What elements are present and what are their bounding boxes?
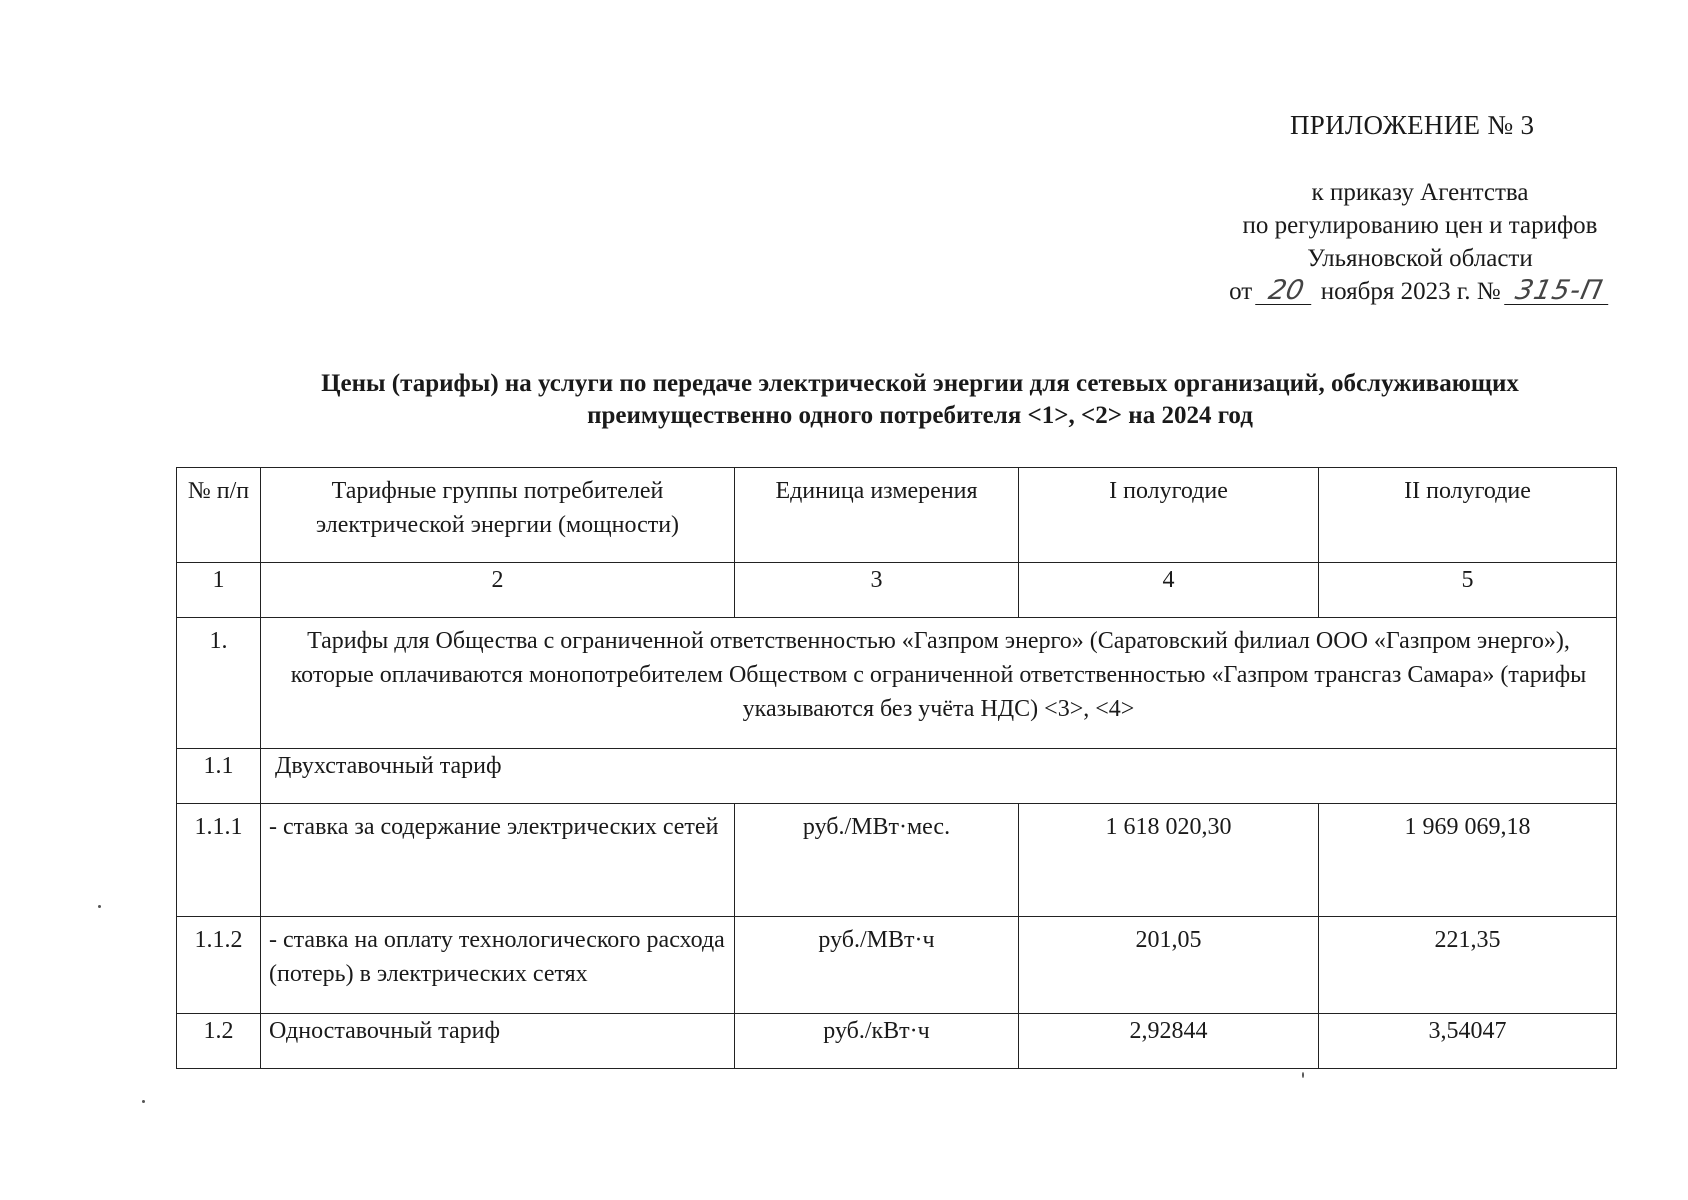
row-label: - ставка на оплату технологического расхода (потерь) в электрических сетях bbox=[261, 917, 735, 1014]
scan-speck bbox=[98, 905, 101, 908]
row-num: 1.1.1 bbox=[177, 804, 261, 917]
order-line-3: Ульяновской области bbox=[1307, 245, 1533, 272]
row-half-1: 1 618 020,30 bbox=[1019, 804, 1319, 917]
col-number-5: 5 bbox=[1319, 563, 1617, 618]
title-line-2: преимущественно одного потребителя <1>, <2> на 2024 год bbox=[587, 402, 1253, 429]
table-row bbox=[177, 1014, 1617, 1069]
order-reference bbox=[1200, 176, 1640, 308]
col-number-2: 2 bbox=[261, 563, 735, 618]
table-row bbox=[177, 917, 1617, 1014]
appendix-title: ПРИЛОЖЕНИЕ № 3 bbox=[1290, 110, 1535, 140]
two-rate-label: Двухставочный тариф bbox=[261, 749, 1617, 804]
row-half-1: 201,05 bbox=[1019, 917, 1319, 1014]
two-rate-num: 1.1 bbox=[177, 749, 261, 804]
tariffs-table bbox=[176, 467, 1617, 1069]
row-label: Одноставочный тариф bbox=[261, 1014, 735, 1069]
col-number-3: 3 bbox=[735, 563, 1019, 618]
scan-speck bbox=[142, 1100, 145, 1103]
document-title bbox=[140, 368, 1688, 432]
row-half-2: 221,35 bbox=[1319, 917, 1617, 1014]
header-half-1: I полугодие bbox=[1019, 468, 1319, 563]
header-half-2: II полугодие bbox=[1319, 468, 1617, 563]
scan-speck bbox=[1302, 1072, 1304, 1078]
order-line-1: к приказу Агентства bbox=[1311, 179, 1529, 206]
title-line-1: Цены (тарифы) на услуги по передаче электрической энергии для сетевых организаций, обслуживающих bbox=[321, 370, 1519, 397]
org-row-text: Тарифы для Общества с ограниченной ответственностью «Газпром энерго» (Саратовский филиал ООО «Газпром энерго»), которые оплачиваются монопотребителем Обществом с ограниченной ответственностью «Газпром трансгаз Самара» (тарифы указываются без учёта НДС) <3>, <4> bbox=[261, 618, 1617, 749]
order-month-year: ноября 2023 г. № bbox=[1320, 278, 1501, 305]
row-unit: руб./МВт·ч bbox=[735, 917, 1019, 1014]
col-number-4: 4 bbox=[1019, 563, 1319, 618]
header-num: № п/п bbox=[177, 468, 261, 563]
table-row bbox=[177, 749, 1617, 804]
row-label: - ставка за содержание электрических сетей bbox=[261, 804, 735, 917]
order-prefix: от bbox=[1229, 278, 1253, 305]
row-unit: руб./кВт·ч bbox=[735, 1014, 1019, 1069]
table-row bbox=[177, 804, 1617, 917]
row-half-2: 3,54047 bbox=[1319, 1014, 1617, 1069]
table-row bbox=[177, 618, 1617, 749]
row-num: 1.2 bbox=[177, 1014, 261, 1069]
column-numbers-row bbox=[177, 563, 1617, 618]
row-half-1: 2,92844 bbox=[1019, 1014, 1319, 1069]
col-number-1: 1 bbox=[177, 563, 261, 618]
org-row-num: 1. bbox=[177, 618, 261, 749]
handwritten-order-number: 315-П bbox=[1504, 278, 1614, 305]
handwritten-day: 20 bbox=[1256, 278, 1318, 305]
header-unit: Единица измерения bbox=[735, 468, 1019, 563]
row-unit: руб./МВт·мес. bbox=[735, 804, 1019, 917]
row-half-2: 1 969 069,18 bbox=[1319, 804, 1617, 917]
row-num: 1.1.2 bbox=[177, 917, 261, 1014]
order-line-2: по регулированию цен и тарифов bbox=[1242, 212, 1598, 239]
order-date-line bbox=[1200, 275, 1640, 308]
header-group: Тарифные группы потребителей электрической энергии (мощности) bbox=[261, 468, 735, 563]
table-header-row bbox=[177, 468, 1617, 563]
